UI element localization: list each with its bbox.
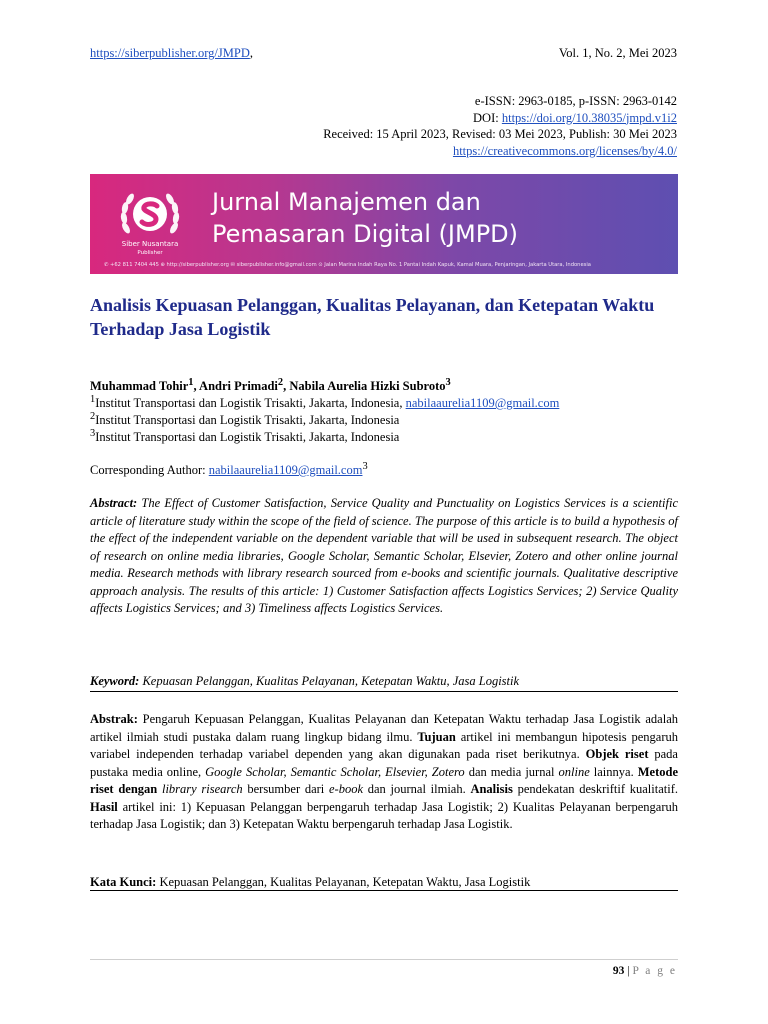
abstrak-text-4: dan media jurnal bbox=[464, 764, 559, 779]
banner-contact-info: ✆ +62 811 7404 445 ⊕ http://siberpublisher.org ✉ siberpublisher.info@gmail.com ⊙ Jalan Marina Indah Raya No. 1 Pantai Indah Kapuk, Kamal Muara, Penjaringan, Jakarta Utara, Indonesia bbox=[104, 262, 591, 268]
abstrak-italic-online: online bbox=[558, 764, 590, 779]
author-3-sup: 3 bbox=[445, 377, 451, 388]
corresponding-email-link[interactable]: nabilaaurelia1109@gmail.com bbox=[208, 463, 363, 478]
issn: e-ISSN: 2963-0185, p-ISSN: 2963-0142 bbox=[474, 94, 677, 108]
page-separator: | bbox=[624, 965, 633, 977]
kata-kunci-text: Kepuasan Pelanggan, Kualitas Pelayanan, Ketepatan Waktu, Jasa Logistik bbox=[156, 875, 531, 889]
license bbox=[323, 143, 677, 160]
abstrak-text-9: pendekatan deskriftif kualitatif. bbox=[512, 782, 679, 796]
author-list bbox=[90, 377, 451, 394]
author-2: , Andri Primadi bbox=[193, 379, 278, 394]
affiliation-3 bbox=[90, 428, 399, 445]
abstrak-bold-objek: Objek riset bbox=[585, 747, 649, 761]
keywords-english bbox=[90, 674, 519, 689]
abstrak-text-7: bersumber dari bbox=[242, 782, 329, 796]
affiliation-1-sup: 1 bbox=[90, 394, 96, 405]
author-1: Muhammad Tohir bbox=[90, 379, 189, 394]
abstract-label: Abstract: bbox=[90, 496, 138, 510]
journal-url-suffix: , bbox=[249, 46, 253, 60]
keyword-text: Kepuasan Pelanggan, Kualitas Pelayanan, Ketepatan Waktu, Jasa Logistik bbox=[139, 674, 520, 688]
affiliation-2-text: Institut Transportasi dan Logistik Trisakti, Jakarta, Indonesia bbox=[95, 413, 400, 428]
doi-label: DOI: bbox=[473, 110, 502, 125]
journal-name-line1: Jurnal Manajemen dan bbox=[212, 188, 481, 216]
kata-kunci-divider bbox=[90, 890, 678, 891]
article-title: Analisis Kepuasan Pelanggan, Kualitas Pelayanan, dan Ketepatan Waktu Terhadap Jasa Logistik bbox=[90, 295, 655, 339]
keyword-label: Keyword: bbox=[90, 674, 140, 688]
journal-banner bbox=[90, 174, 678, 274]
journal-name-line2: Pemasaran Digital (JMPD) bbox=[212, 220, 519, 248]
publisher-name-line1: Siber Nusantara bbox=[121, 240, 179, 248]
abstrak-text-5: lainnya. bbox=[589, 764, 638, 779]
kata-kunci-label: Kata Kunci: bbox=[90, 875, 157, 889]
abstrak-bold-metode: Metode riset dengan bbox=[90, 764, 678, 796]
corresponding-sup: 3 bbox=[362, 461, 368, 472]
doi bbox=[323, 110, 677, 127]
corresponding-author bbox=[90, 461, 368, 478]
article-meta bbox=[323, 93, 677, 159]
affiliation-1 bbox=[90, 394, 559, 411]
affiliation-3-text: Institut Transportasi dan Logistik Trisakti, Jakarta, Indonesia bbox=[95, 430, 400, 445]
page-number-value: 93 bbox=[612, 965, 625, 977]
abstrak-italic-library: library risearch bbox=[161, 782, 243, 796]
author-2-sup: 2 bbox=[277, 377, 284, 388]
article-dates: Received: 15 April 2023, Revised: 03 Mei 2023, Publish: 30 Mei 2023 bbox=[323, 127, 677, 141]
abstract-text: The Effect of Customer Satisfaction, Service Quality and Punctuality on Logistics Services is a scientific article of literature study within the scope of the field of science. The purpose of this article is to build a hypothesis of the effect of the independent variable on the dependent variable that will be used in subsequent research. The object of research on online media libraries, Google Scholar, Semantic Scholar, Elsevier, Zotero and other online journal media. Research methods with library research sourced from e-books and scientific journals. Qualitative descriptive approach analysis. The results of this article: 1) Customer Satisfaction affects Logistics Services; 2) Service Quality affects Logistics Services; and 3) Timeliness affects Logistics Services. bbox=[90, 496, 679, 615]
abstract-indonesian bbox=[90, 711, 678, 834]
corresponding-label: Corresponding Author: bbox=[90, 463, 209, 478]
abstrak-text-3: pada pustaka media online, bbox=[90, 747, 678, 779]
affiliation-1-email-link[interactable]: nabilaaurelia1109@gmail.com bbox=[405, 396, 560, 411]
abstract-english bbox=[90, 495, 678, 618]
keywords-indonesian bbox=[90, 875, 530, 890]
journal-url bbox=[90, 46, 253, 61]
page-label: P a g e bbox=[632, 965, 677, 977]
abstrak-bold-tujuan: Tujuan bbox=[417, 729, 456, 744]
author-1-sup: 1 bbox=[188, 377, 194, 388]
publisher-logo-icon bbox=[110, 184, 190, 262]
page-number bbox=[613, 965, 677, 977]
doi-link[interactable]: https://doi.org/10.38035/jmpd.v1i2 bbox=[501, 110, 677, 125]
abstrak-italic-ebook: e-book bbox=[329, 782, 364, 796]
journal-url-link[interactable]: https://siberpublisher.org/JMPD bbox=[90, 46, 250, 60]
abstrak-italic-sources: Google Scholar, Semantic Scholar, Elsevier, Zotero bbox=[205, 764, 465, 779]
volume-info: Vol. 1, No. 2, Mei 2023 bbox=[558, 46, 677, 60]
abstrak-bold-analisis: Analisis bbox=[470, 782, 513, 796]
abstrak-label: Abstrak: bbox=[90, 712, 138, 726]
abstrak-text-1: Pengaruh Kepuasan Pelanggan, Kualitas Pelayanan dan Ketepatan Waktu terhadap Jasa Logistik adalah artikel ilmiah studi pustaka dalam ruang lingkup bidang ilmu. bbox=[90, 712, 678, 744]
abstrak-bold-hasil: Hasil bbox=[90, 799, 118, 814]
affiliation-3-sup: 3 bbox=[90, 428, 96, 439]
keyword-divider bbox=[90, 691, 678, 692]
publisher-name-line2: Publisher bbox=[137, 250, 163, 256]
affiliation-1-text: Institut Transportasi dan Logistik Trisakti, Jakarta, Indonesia, bbox=[95, 396, 406, 411]
abstrak-text-10: artikel ini: 1) Kepuasan Pelanggan berpengaruh terhadap Jasa Logistik; 2) Kualitas Pelayanan berpengaruh terhadap Jasa Logistik; dan 3) Ketepatan Waktu berpengaruh terhadap Jasa Logistik. bbox=[90, 799, 678, 831]
abstrak-text-2: artikel ini membangun hipotesis pengaruh variabel independen terhadap variabel dependen yang akan digunakan pada riset berikutnya. bbox=[90, 729, 678, 761]
affiliation-2 bbox=[90, 411, 399, 428]
footer-divider bbox=[90, 959, 678, 960]
license-link[interactable]: https://creativecommons.org/licenses/by/4.0/ bbox=[452, 143, 677, 158]
author-3: , Nabila Aurelia Hizki Subroto bbox=[283, 379, 446, 394]
affiliation-2-sup: 2 bbox=[90, 411, 96, 422]
abstrak-text-8: dan journal ilmiah. bbox=[363, 782, 471, 796]
